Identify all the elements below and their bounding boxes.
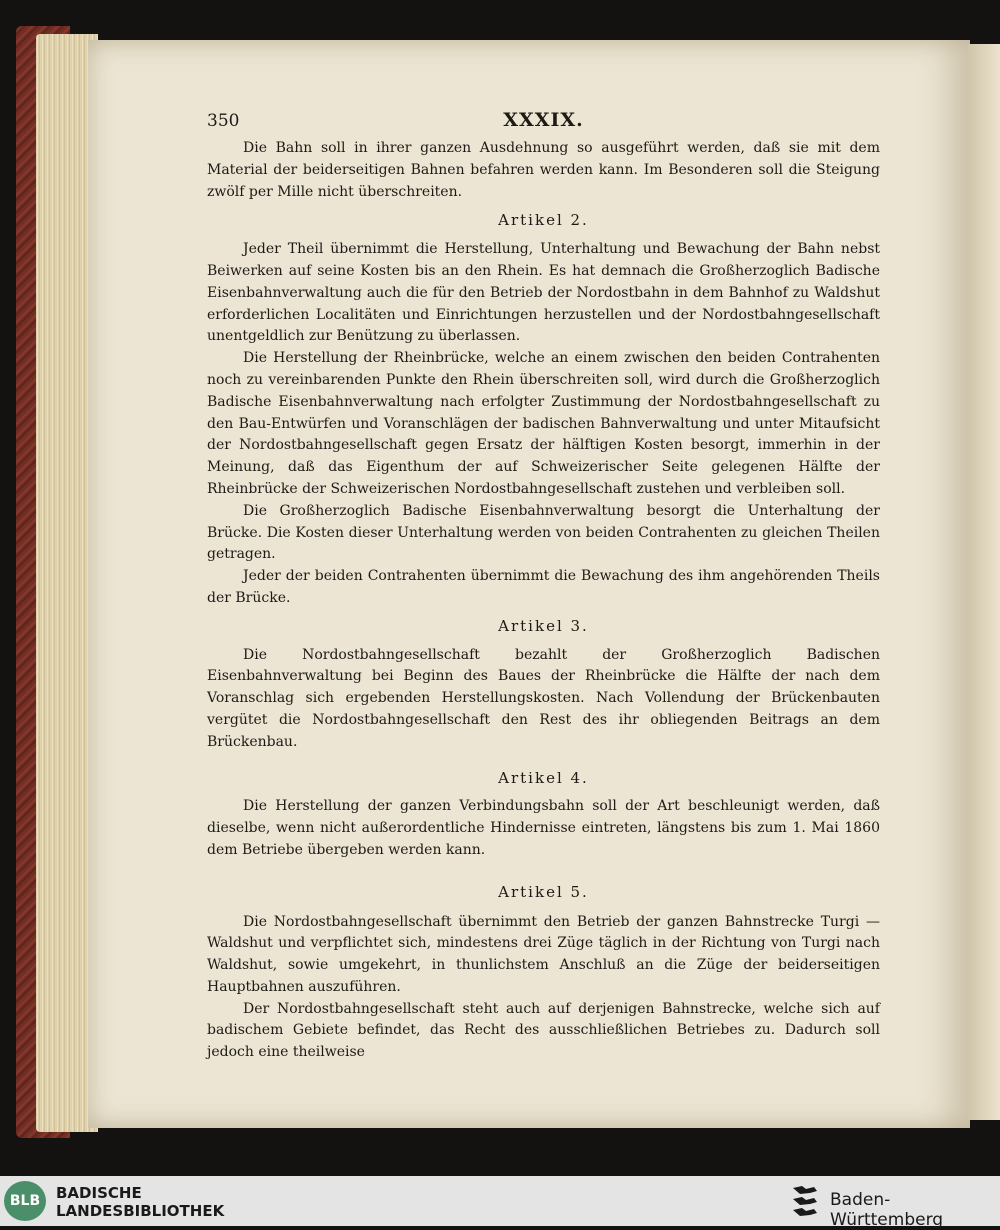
- running-title: XXXIX.: [503, 109, 584, 131]
- paragraph: Der Nordostbahngesellschaft steht auch auf derjenigen Bahnstrecke, welche sich auf badischem Gebiete befindet, das Recht des ausschließlichen Betriebes zu. Dadurch soll jedoch eine theilweise: [207, 1000, 880, 1061]
- lions-emblem-icon: [790, 1183, 820, 1219]
- blb-logo-text: BLB: [9, 1193, 41, 1209]
- paragraph: Die Nordostbahngesellschaft bezahlt der Großherzoglich Badischen Eisenbahnverwaltung bei Beginn des Baues der Rheinbrücke die Hälfte der nach dem Voranschlag sich ergebenden Herstellungskosten. Nach Vollendung der Brückenbauten vergütet die Nordostbahngesellschaft den Rest des ihr obliegenden Beitrags an dem Brückenbau.: [207, 646, 880, 750]
- facing-page-edge: [968, 44, 1000, 1120]
- page-number: 350: [207, 111, 240, 131]
- library-name[interactable]: [56, 1184, 224, 1220]
- paragraph: Jeder der beiden Contrahenten übernimmt die Bewachung des ihm angehörenden Theils der Brücke.: [207, 568, 880, 606]
- library-name-line1: BADISCHE: [56, 1184, 142, 1202]
- blb-logo[interactable]: [4, 1181, 46, 1221]
- article-heading: Artikel 4.: [498, 768, 589, 787]
- paragraph: Die Großherzoglich Badische Eisenbahnverwaltung besorgt die Unterhaltung der Brücke. Die Kosten dieser Unterhaltung werden von beiden Contrahenten zu gleichen Theilen getragen.: [207, 502, 880, 563]
- page-header: [207, 108, 880, 138]
- state-name[interactable]: Baden-Württemberg: [830, 1190, 944, 1230]
- article-heading: Artikel 3.: [498, 616, 589, 635]
- page-text-block: [207, 108, 880, 1064]
- article-heading: Artikel 5.: [498, 882, 589, 901]
- paragraph: Die Herstellung der ganzen Verbindungsbahn soll der Art beschleunigt werden, daß dieselbe, wenn nicht außerordentliche Hindernisse eintreten, längstens bis zum 1. Mai 1860 dem Betriebe übergeben werden kann.: [207, 798, 880, 858]
- paragraph: Jeder Theil übernimmt die Herstellung, Unterhaltung und Bewachung der Bahn nebst Beiwerken auf seine Kosten bis an den Rhein. Es hat demnach die Großherzoglich Badische Eisenbahnverwaltung auch die für den Betrieb der Nordostbahn in dem Bahnhof zu Waldshut erforderlichen Localitäten und Einrichtungen herzustellen und der Nordostbahngesellschaft unentgeldlich zur Benützung zu überlassen.: [207, 241, 880, 345]
- paragraph: Die Nordostbahngesellschaft übernimmt den Betrieb der ganzen Bahnstrecke Turgi — Waldshut und verpflichtet sich, mindestens drei Züge täglich in der Richtung von Turgi nach Waldshut, sowie umgekehrt, in thunlichstem Anschluß an die Züge der beiderseitigen Hauptbahnen auszuführen.: [207, 913, 880, 995]
- article-heading: Artikel 2.: [498, 211, 589, 230]
- library-name-line2: LANDESBIBLIOTHEK: [56, 1202, 225, 1220]
- paragraph: Die Herstellung der Rheinbrücke, welche an einem zwischen den beiden Contrahenten noch zu vereinbarenden Punkte den Rhein überschreiten soll, wird durch die Großherzoglich Badische Eisenbahnverwaltung nach erfolgter Zustimmung der Nordostbahngesellschaft zu den Bau-Entwürfen und Voranschlägen der badischen Bahnverwaltung und unter Mitaufsicht der Nordostbahngesellschaft gegen Ersatz der hälftigen Kosten besorgt, immerhin in der Meinung, daß das Eigenthum der auf Schweizerischer Seite gelegenen Hälfte der Rheinbrücke der Schweizerischen Nordostbahngesellschaft zustehen und verbleiben soll.: [207, 350, 880, 497]
- footer-bar: [0, 1176, 1000, 1230]
- paragraph: Die Bahn soll in ihrer ganzen Ausdehnung so ausgeführt werden, daß sie mit dem Material der beiderseitigen Bahnen befahren werden kann. Im Besonderen soll die Steigung zwölf per Mille nicht überschreiten.: [207, 140, 880, 200]
